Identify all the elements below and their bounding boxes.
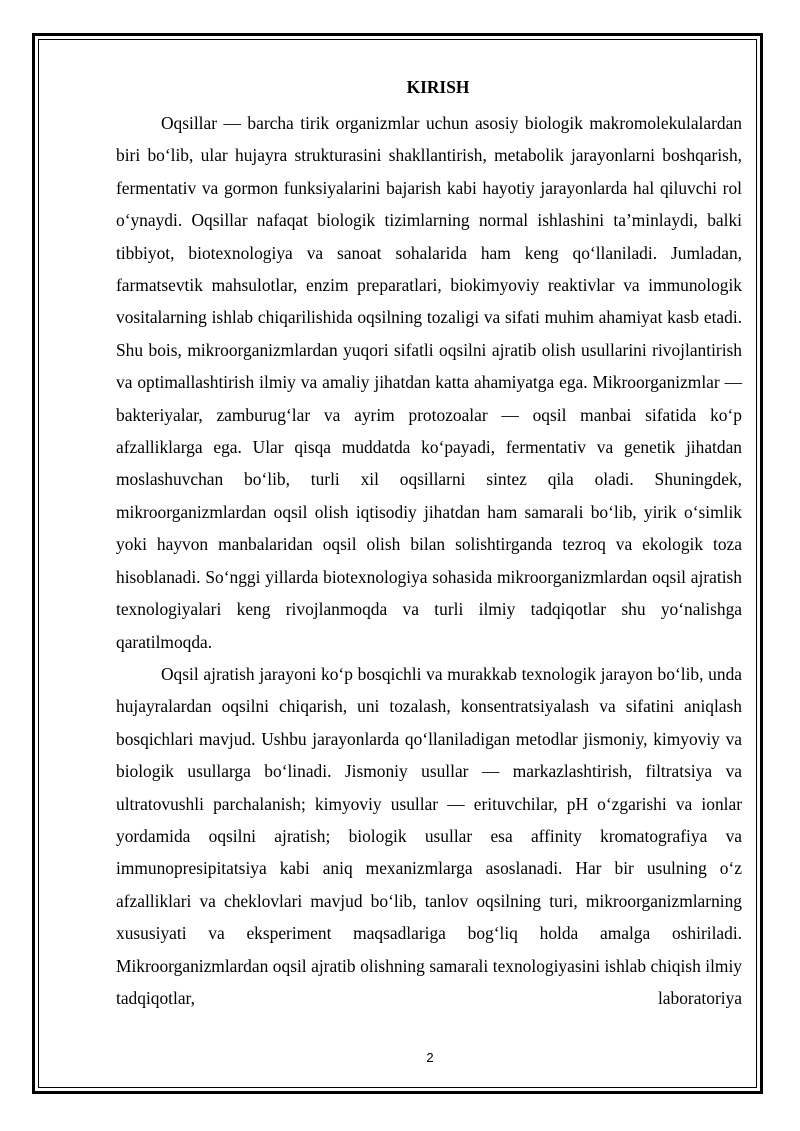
paragraph: Oqsillar — barcha tirik organizmlar uchun asosiy biologik makromolekulalardan biri bo‘lib, ular hujayra strukturasini shakllantirish, metabolik jarayonlarni boshqarish, fermentativ va gormon funksiyalarini bajarish kabi hayotiy jarayonlarda hal qiluvchi rol o‘ynaydi. Oqsillar nafaqat biologik tizimlarning normal ishlashini ta’minlaydi, balki tibbiyot, biotexnologiya va sanoat sohalarida ham keng qo‘llaniladi. Jumladan, farmatsevtik mahsulotlar, enzim preparatlari, biokimyoviy reaktivlar va immunologik vositalarning ishlab chiqarilishida oqsilning tozaligi va sifati muhim ahamiyat kasb etadi. Shu bois, mikroorganizmlardan yuqori sifatli oqsilni ajratib olish usullarini rivojlantirish va optimallashtirish ilmiy va amaliy jihatdan katta ahamiyatga ega. Mikroorganizmlar — bakteriyalar, zamburug‘lar va ayrim protozoalar — oqsil manbai sifatida ko‘p afzalliklarga ega. Ular qisqa muddatda ko‘payadi, fermentativ va genetik jihatdan moslashuvchan bo‘lib, turli xil oqsillarni sintez qila oladi. Shuningdek, mikroorganizmlardan oqsil olish iqtisodiy jihatdan ham samarali bo‘lib, yirik o‘simlik yoki hayvon manbalaridan oqsil olish bilan solishtirganda tezroq va ekologik toza hisoblanadi. So‘nggi yillarda biotexnologiya sohasida mikroorganizmlardan oqsil ajratish texnologiyalari keng rivojlanmoqda va turli ilmiy tadqiqotlar shu yo‘nalishga qaratilmoqda. xyxy=(116,113,742,652)
section-title: KIRISH xyxy=(406,77,470,97)
document-body xyxy=(116,76,742,1014)
page-number: 2 xyxy=(426,1050,434,1065)
paragraph: Oqsil ajratish jarayoni ko‘p bosqichli va murakkab texnologik jarayon bo‘lib, unda hujayralardan oqsilni chiqarish, uni tozalash, konsentratsiyalash va sifatini aniqlash bosqichlari mavjud. Ushbu jarayonlarda qo‘llaniladigan metodlar jismoniy, kimyoviy va biologik usullarga bo‘linadi. Jismoniy usullar — markazlashtirish, filtratsiya va ultratovushli parchalanish; kimyoviy usullar — erituvchilar, pH o‘zgarishi va ionlar yordamida oqsilni ajratish; biologik usullar esa affinity kromatografiya va immunopresipitatsiya kabi aniq mexanizmlarga asoslanadi. Har bir usulning o‘z afzalliklari va cheklovlari mavjud bo‘lib, tanlov oqsilning turi, mikroorganizmlarning xususiyati va eksperiment maqsadlariga bog‘liq holda amalga oshiriladi. Mikroorganizmlardan oqsil ajratib olishning samarali texnologiyasini ishlab chiqish ilmiy tadqiqotlar, laboratoriya xyxy=(116,663,742,1008)
